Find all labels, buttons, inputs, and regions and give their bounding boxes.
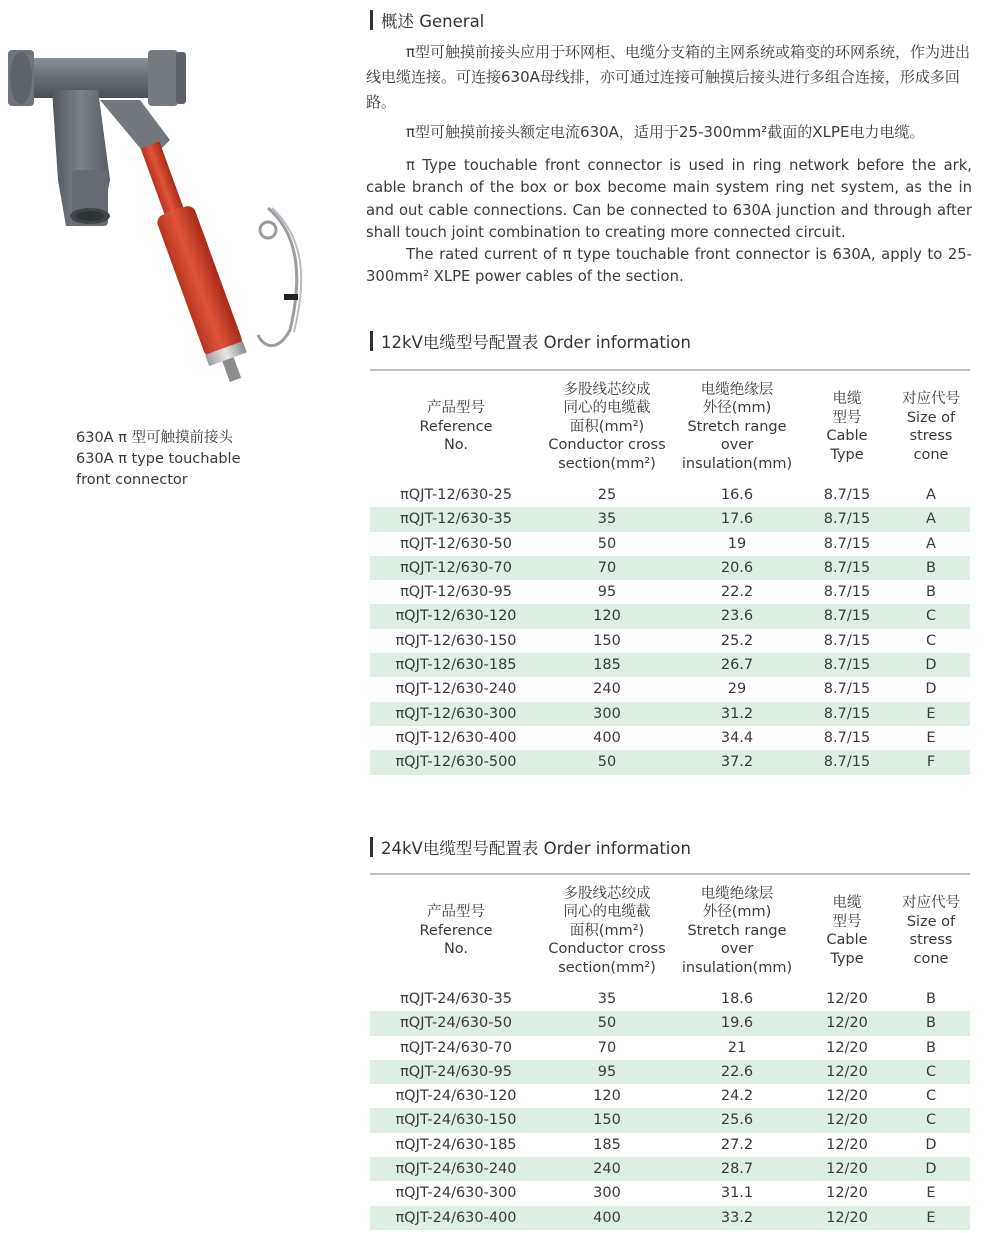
table-row	[370, 1084, 970, 1108]
table-row	[370, 1133, 970, 1157]
cell-stress-cone: C	[925, 608, 937, 625]
header-text: cone	[913, 446, 949, 463]
cell-cable-type: 8.7/15	[823, 559, 871, 576]
cell-stress-cone: C	[925, 1112, 937, 1129]
cell-insulation: 17.6	[720, 511, 754, 528]
cell-insulation: 19	[727, 535, 747, 552]
cell-reference: πQJT-24/630-400	[395, 1209, 517, 1226]
header-text: 面积(mm²)	[569, 922, 645, 939]
table-row	[370, 677, 970, 701]
cell-insulation: 28.7	[720, 1161, 754, 1178]
header-text: 电缆绝缘层	[700, 885, 774, 902]
cell-insulation: 22.2	[720, 584, 754, 601]
cell-cable-type: 12/20	[826, 1063, 868, 1080]
cell-cable-type: 8.7/15	[823, 729, 871, 746]
header-text: Conductor cross	[548, 941, 666, 958]
order-table-24kv	[370, 873, 970, 1230]
cell-section: 120	[593, 1088, 621, 1105]
header-text: insulation(mm)	[681, 455, 793, 472]
cell-stress-cone: B	[926, 991, 936, 1007]
header-insulation	[672, 875, 802, 987]
cell-cable-type: 8.7/15	[823, 584, 871, 601]
cell-cable-type: 12/20	[826, 1039, 868, 1056]
table-header	[370, 371, 970, 483]
header-text: 面积(mm²)	[569, 418, 645, 435]
header-text: 产品型号	[427, 400, 485, 417]
caption-line: 630A π type touchable	[76, 451, 241, 467]
heading-text: 12kV电缆型号配置表 Order information	[381, 333, 691, 352]
header-text: No.	[443, 941, 469, 958]
caption-line: front connector	[76, 472, 188, 488]
cell-cable-type: 8.7/15	[823, 632, 871, 649]
header-text: Conductor cross	[548, 437, 666, 454]
cell-insulation: 21	[727, 1039, 747, 1056]
table-row	[370, 702, 970, 726]
header-text: stress	[909, 428, 953, 444]
cell-reference: πQJT-24/630-150	[395, 1112, 517, 1129]
heading-text: 概述 General	[381, 12, 485, 31]
table-row	[370, 750, 970, 774]
cell-section: 35	[597, 991, 617, 1007]
header-text: Stretch range	[687, 418, 787, 435]
cell-reference: πQJT-12/630-240	[395, 681, 517, 698]
cell-cable-type: 8.7/15	[823, 705, 871, 722]
cell-cable-type: 12/20	[826, 1112, 868, 1129]
cell-cable-type: 12/20	[826, 1185, 868, 1202]
header-text: 产品型号	[427, 904, 485, 921]
paragraph-en: π Type touchable front connector is used in ring network before the ark, cable branch of the box or box become main system ring net system, as the in and out cable connections. Can be connected to 630A junction and through after shall touch joint combination to creating more connected circuit.	[366, 157, 972, 241]
general-heading	[370, 9, 484, 31]
cell-section: 95	[597, 1063, 617, 1080]
cell-stress-cone: F	[926, 754, 936, 771]
cell-stress-cone: E	[926, 729, 936, 746]
cell-stress-cone: A	[926, 535, 936, 552]
header-text: stress	[909, 932, 953, 948]
cell-insulation: 19.6	[720, 1015, 754, 1032]
cell-stress-cone: B	[926, 559, 936, 576]
cell-section: 400	[593, 1209, 621, 1226]
table-row	[370, 507, 970, 531]
cell-reference: πQJT-24/630-50	[400, 1015, 512, 1032]
order-table-12kv	[370, 369, 970, 775]
heading-text: 24kV电缆型号配置表 Order information	[381, 839, 691, 858]
cell-section: 120	[593, 608, 621, 625]
cell-stress-cone: B	[926, 1039, 936, 1056]
cell-section: 70	[597, 1039, 617, 1056]
header-text: 电缆	[832, 895, 862, 911]
cell-cable-type: 8.7/15	[823, 608, 871, 625]
header-conductor-section	[542, 371, 672, 483]
table-row	[370, 653, 970, 677]
header-text: 型号	[832, 409, 862, 426]
paragraph-en: The rated current of π type touchable front connector is 630A, apply to 25-300mm² XLPE power cables of the section.	[366, 246, 972, 286]
table-12kv-heading	[370, 330, 691, 352]
cell-stress-cone: B	[926, 1015, 936, 1032]
cell-section: 50	[597, 754, 617, 771]
cell-stress-cone: D	[925, 657, 937, 674]
cell-section: 185	[593, 657, 621, 674]
cell-insulation: 26.7	[720, 657, 754, 674]
cell-reference: πQJT-12/630-500	[395, 754, 517, 771]
cell-cable-type: 8.7/15	[823, 511, 871, 528]
header-cable-type	[802, 875, 892, 987]
header-text: Cable	[826, 428, 868, 444]
table-row	[370, 1206, 970, 1230]
cell-stress-cone: C	[925, 1088, 937, 1105]
table-header	[370, 875, 970, 987]
cell-stress-cone: D	[925, 681, 937, 698]
cell-stress-cone: C	[925, 632, 937, 649]
cell-insulation: 31.2	[720, 705, 754, 722]
table-row	[370, 483, 970, 507]
cell-reference: πQJT-12/630-95	[400, 584, 512, 601]
header-text: 多股线芯绞成	[563, 381, 651, 398]
table-24kv-heading	[370, 836, 691, 858]
heading-bar	[370, 837, 373, 857]
cell-insulation: 18.6	[720, 991, 754, 1007]
cell-reference: πQJT-12/630-50	[400, 535, 512, 552]
table-row	[370, 629, 970, 653]
header-text: Stretch range	[687, 922, 787, 939]
cell-reference: πQJT-12/630-25	[400, 487, 512, 503]
product-photo	[0, 30, 330, 400]
table-row	[370, 1011, 970, 1035]
cell-section: 50	[597, 535, 617, 552]
cell-insulation: 23.6	[720, 608, 754, 625]
cell-stress-cone: A	[926, 511, 936, 528]
cell-insulation: 20.6	[720, 559, 754, 576]
cell-section: 95	[597, 584, 617, 601]
cell-reference: πQJT-24/630-35	[400, 991, 512, 1007]
header-text: over	[720, 437, 754, 454]
header-text: Type	[830, 950, 864, 967]
cell-section: 300	[593, 1185, 621, 1202]
header-text: 多股线芯绞成	[563, 885, 651, 902]
header-text: 同心的电缆截	[563, 904, 651, 921]
header-text: Reference	[419, 922, 493, 939]
cell-reference: πQJT-12/630-400	[395, 729, 517, 746]
cell-insulation: 37.2	[720, 754, 754, 771]
cell-cable-type: 8.7/15	[823, 681, 871, 698]
header-text: Cable	[826, 932, 868, 948]
cell-insulation: 33.2	[720, 1209, 754, 1226]
cell-reference: πQJT-24/630-300	[395, 1185, 517, 1202]
cell-stress-cone: D	[925, 1136, 937, 1153]
header-text: 同心的电缆截	[563, 400, 651, 417]
table-row	[370, 1060, 970, 1084]
cell-stress-cone: A	[926, 487, 936, 503]
heading-bar	[370, 331, 373, 351]
cell-reference: πQJT-12/630-70	[400, 559, 512, 576]
table-row	[370, 532, 970, 556]
paragraph-cn: π型可触摸前接头额定电流630A，适用于25-300mm²截面的XLPE电力电缆。	[406, 123, 925, 141]
cell-cable-type: 12/20	[826, 1161, 868, 1178]
cell-insulation: 24.2	[720, 1088, 754, 1105]
cell-insulation: 25.6	[720, 1112, 754, 1129]
table-row	[370, 1157, 970, 1181]
cell-stress-cone: E	[926, 1185, 936, 1202]
header-stress-cone	[892, 371, 970, 483]
header-text: 外径(mm)	[702, 400, 772, 417]
cell-section: 240	[593, 1161, 621, 1178]
cell-cable-type: 12/20	[826, 991, 868, 1007]
cell-stress-cone: D	[925, 1161, 937, 1178]
cell-section: 185	[593, 1136, 621, 1153]
header-text: Size of	[906, 913, 956, 930]
cell-stress-cone: E	[926, 1209, 936, 1226]
cell-cable-type: 12/20	[826, 1015, 868, 1032]
cell-section: 50	[597, 1015, 617, 1032]
header-text: 外径(mm)	[702, 904, 772, 921]
cell-stress-cone: B	[926, 584, 936, 601]
cell-reference: πQJT-24/630-95	[400, 1063, 512, 1080]
cell-section: 400	[593, 729, 621, 746]
header-text: 电缆绝缘层	[700, 381, 774, 398]
cell-reference: πQJT-24/630-185	[395, 1136, 517, 1153]
cell-stress-cone: E	[926, 705, 936, 722]
cell-section: 70	[597, 559, 617, 576]
cell-cable-type: 8.7/15	[823, 657, 871, 674]
cell-section: 240	[593, 681, 621, 698]
cell-cable-type: 12/20	[826, 1088, 868, 1105]
table-row	[370, 1181, 970, 1205]
cell-insulation: 34.4	[720, 729, 754, 746]
header-text: No.	[443, 437, 469, 454]
header-cable-type	[802, 371, 892, 483]
header-text: 对应代号	[902, 895, 960, 911]
cell-reference: πQJT-12/630-300	[395, 705, 517, 722]
table-row	[370, 726, 970, 750]
paragraph-cn: π型可触摸前接头应用于环网柜、电缆分支箱的主网系统或箱变的环网系统，作为进出线电缆连接。可连接630A母线排，亦可通过连接可触摸后接头进行多组合连接，形成多回路。	[366, 43, 971, 111]
header-reference	[370, 875, 542, 987]
cell-reference: πQJT-12/630-120	[395, 608, 517, 625]
header-text: Type	[830, 446, 864, 463]
heading-bar	[370, 10, 373, 30]
cell-section: 35	[597, 511, 617, 528]
table-row	[370, 987, 970, 1011]
table-row	[370, 604, 970, 628]
cell-reference: πQJT-24/630-120	[395, 1088, 517, 1105]
cell-cable-type: 8.7/15	[823, 535, 871, 552]
product-caption	[76, 428, 241, 491]
cell-insulation: 22.6	[720, 1063, 754, 1080]
cell-section: 25	[597, 487, 617, 503]
cell-insulation: 16.6	[720, 487, 754, 503]
header-reference	[370, 371, 542, 483]
cell-reference: πQJT-24/630-240	[395, 1161, 517, 1178]
table-body	[370, 483, 970, 775]
cell-section: 150	[593, 632, 621, 649]
header-text: section(mm²)	[558, 959, 656, 976]
cell-reference: πQJT-12/630-35	[400, 511, 512, 528]
cell-reference: πQJT-24/630-70	[400, 1039, 512, 1056]
cell-cable-type: 8.7/15	[823, 487, 871, 503]
header-stress-cone	[892, 875, 970, 987]
header-conductor-section	[542, 875, 672, 987]
table-body	[370, 987, 970, 1230]
table-row	[370, 556, 970, 580]
header-text: 电缆	[832, 391, 862, 407]
caption-line: 630A π 型可触摸前接头	[76, 430, 234, 446]
general-description	[366, 40, 972, 289]
header-text: Reference	[419, 418, 493, 435]
header-text: Size of	[906, 409, 956, 426]
header-text: insulation(mm)	[681, 959, 793, 976]
header-text: 对应代号	[902, 391, 960, 407]
header-text: 型号	[832, 913, 862, 930]
table-row	[370, 580, 970, 604]
header-text: over	[720, 941, 754, 958]
table-row	[370, 1036, 970, 1060]
cell-section: 300	[593, 705, 621, 722]
header-text: section(mm²)	[558, 455, 656, 472]
table-row	[370, 1108, 970, 1132]
header-insulation	[672, 371, 802, 483]
cell-insulation: 31.1	[720, 1185, 754, 1202]
header-text: cone	[913, 950, 949, 967]
cell-cable-type: 12/20	[826, 1136, 868, 1153]
cell-insulation: 27.2	[720, 1136, 754, 1153]
cell-insulation: 29	[727, 681, 747, 698]
cell-reference: πQJT-12/630-150	[395, 632, 517, 649]
cell-cable-type: 12/20	[826, 1209, 868, 1226]
cell-insulation: 25.2	[720, 632, 754, 649]
cell-stress-cone: C	[925, 1063, 937, 1080]
cell-section: 150	[593, 1112, 621, 1129]
cell-reference: πQJT-12/630-185	[395, 657, 517, 674]
cell-cable-type: 8.7/15	[823, 754, 871, 771]
